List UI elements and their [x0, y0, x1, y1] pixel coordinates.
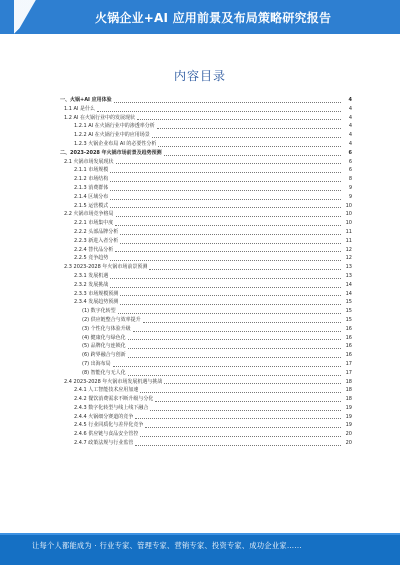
toc-entry[interactable]	[40, 228, 352, 237]
toc-entry-label: 2.4.5 行业同质化与差异化竞争	[74, 422, 144, 429]
toc-entry[interactable]	[40, 202, 352, 211]
toc-dot-leader	[137, 118, 341, 120]
toc-entry-page: 15	[345, 308, 352, 315]
toc-dot-leader	[128, 338, 341, 340]
toc-dot-leader	[152, 136, 341, 138]
toc-dot-leader	[158, 145, 341, 147]
toc-entry-label: 2.3.4 发展趋势预测	[74, 299, 119, 306]
table-of-contents	[40, 96, 352, 448]
toc-entry-page: 16	[345, 343, 352, 350]
toc-entry-page: 13	[345, 264, 352, 271]
toc-entry-page: 12	[345, 255, 352, 262]
toc-heading: 内容目录	[173, 69, 226, 83]
toc-dot-leader	[133, 330, 341, 332]
toc-dot-leader	[120, 242, 341, 244]
header-banner	[0, 0, 400, 34]
toc-entry-page: 14	[345, 281, 352, 288]
toc-entry-page: 4	[348, 140, 352, 147]
toc-entry-label: 2.1.5 运营模式	[74, 202, 109, 209]
toc-entry-label: (5) 品牌化与连锁化	[82, 343, 126, 350]
toc-entry[interactable]	[40, 263, 352, 272]
toc-entry[interactable]	[40, 307, 352, 316]
toc-entry-page: 20	[345, 431, 352, 438]
toc-entry-page: 11	[345, 228, 352, 235]
toc-dot-leader	[115, 224, 341, 226]
toc-entry[interactable]	[40, 131, 352, 140]
toc-entry-label: (1) 数字化转型	[82, 308, 116, 315]
toc-entry-label: 2.2 火锅市场竞争格局	[64, 211, 114, 218]
toc-entry-label: 2.1.4 区域分布	[74, 193, 109, 200]
toc-dot-leader	[115, 250, 341, 252]
toc-dot-leader	[110, 277, 341, 279]
toc-entry-page: 16	[345, 334, 352, 341]
toc-entry-label: 2.2.5 竞争趋势	[74, 255, 109, 262]
toc-entry-label: 1.2.2 AI 在火锅行业中的应用场景	[74, 132, 150, 139]
toc-entry-label: 1.2 AI 在火锅行业中的发展现状	[64, 114, 136, 121]
toc-entry-label: 2.2.3 新进入者分析	[74, 237, 119, 244]
toc-entry-page: 17	[345, 360, 352, 367]
toc-entry-label: 2.1.2 市场结构	[74, 176, 109, 183]
toc-dot-leader	[110, 189, 341, 191]
toc-dot-leader	[164, 154, 341, 156]
toc-entry-page: 4	[348, 123, 352, 130]
toc-dot-leader	[120, 294, 341, 296]
toc-entry[interactable]	[40, 413, 352, 422]
toc-entry-page: 18	[345, 387, 352, 394]
toc-entry-page: 9	[348, 184, 352, 191]
toc-dot-leader	[135, 417, 341, 419]
report-title: 火锅企业+AI 应用前景及布局策略研究报告	[95, 11, 332, 25]
toc-entry[interactable]	[40, 430, 352, 439]
toc-entry[interactable]	[40, 219, 352, 228]
footer-banner	[0, 533, 400, 565]
toc-entry[interactable]	[40, 122, 352, 131]
toc-entry[interactable]	[40, 369, 352, 378]
toc-entry[interactable]	[40, 404, 352, 413]
toc-entry-label: 1.2.3 火锅企业布局 AI 的必要性分析	[74, 140, 157, 147]
toc-entry-page: 18	[345, 378, 352, 385]
toc-dot-leader	[114, 101, 341, 103]
toc-entry[interactable]	[40, 114, 352, 123]
toc-entry[interactable]	[40, 281, 352, 290]
toc-entry-label: 2.2.1 市场集中度	[74, 220, 114, 227]
toc-entry-page: 16	[345, 325, 352, 332]
toc-entry-label: 2.4.4 火锅细分赛道的竞争	[74, 413, 134, 420]
toc-entry-label: 2.3 2023-2028 年火锅市场前景预测	[64, 264, 148, 271]
toc-entry[interactable]	[40, 325, 352, 334]
toc-dot-leader	[120, 303, 341, 305]
toc-entry[interactable]	[40, 246, 352, 255]
toc-entry-label: 2.4.3 数字化转型与线上线下融合	[74, 404, 149, 411]
toc-entry[interactable]	[40, 342, 352, 351]
toc-entry-page: 6	[348, 158, 352, 165]
toc-entry[interactable]	[40, 360, 352, 369]
toc-entry[interactable]	[40, 140, 352, 149]
toc-entry-label: 2.4.1 人工智能技术应用加速	[74, 387, 139, 394]
toc-entry[interactable]	[40, 290, 352, 299]
toc-entry-page: 19	[345, 413, 352, 420]
toc-dot-leader	[118, 312, 341, 314]
toc-entry-page: 9	[348, 193, 352, 200]
toc-entry-label: (4) 健康化与绿色化	[82, 334, 126, 341]
toc-entry-page: 15	[345, 316, 352, 323]
toc-dot-leader	[150, 409, 341, 411]
toc-entry-page: 10	[345, 202, 352, 209]
toc-dot-leader	[110, 286, 341, 288]
toc-entry[interactable]	[40, 439, 352, 448]
toc-entry-page: 4	[348, 132, 352, 139]
toc-entry-label: 2.3.2 发展挑战	[74, 281, 109, 288]
toc-dot-leader	[110, 259, 341, 261]
toc-dot-leader	[149, 268, 341, 270]
toc-entry[interactable]	[40, 386, 352, 395]
toc-entry[interactable]	[40, 378, 352, 387]
toc-dot-leader	[157, 127, 341, 129]
toc-entry-page: 19	[345, 422, 352, 429]
toc-entry[interactable]	[40, 193, 352, 202]
toc-entry[interactable]	[40, 166, 352, 175]
toc-entry[interactable]	[40, 351, 352, 360]
toc-entry-label: (7) 出海布局	[82, 360, 111, 367]
toc-entry-label: 2.2.4 替代品分析	[74, 246, 114, 253]
toc-dot-leader	[164, 382, 341, 384]
toc-entry-page: 18	[345, 396, 352, 403]
toc-entry[interactable]	[40, 96, 352, 105]
toc-entry[interactable]	[40, 105, 352, 114]
toc-dot-leader	[128, 356, 341, 358]
toc-entry-label: 2.4.6 供应链与食品安全管控	[74, 431, 139, 438]
toc-dot-leader	[120, 233, 341, 235]
toc-dot-leader	[113, 365, 341, 367]
toc-entry-page: 6	[348, 149, 352, 156]
toc-entry-page: 14	[345, 290, 352, 297]
toc-dot-leader	[155, 400, 341, 402]
toc-dot-leader	[97, 110, 341, 112]
toc-dot-leader	[116, 215, 341, 217]
toc-entry-page: 17	[345, 369, 352, 376]
toc-entry-label: (2) 供应链整合与效率提升	[82, 316, 141, 323]
toc-entry-label: 2.1.3 消费群体	[74, 184, 109, 191]
toc-entry-label: 2.3.3 市场规模预测	[74, 290, 119, 297]
toc-dot-leader	[110, 180, 341, 182]
toc-entry[interactable]	[40, 175, 352, 184]
toc-entry-page: 19	[345, 404, 352, 411]
toc-entry-page: 4	[348, 105, 352, 112]
toc-entry-page: 20	[345, 440, 352, 447]
toc-entry-page: 4	[348, 114, 352, 121]
toc-entry-page: 16	[345, 352, 352, 359]
toc-entry-label: (6) 跨界融合与创新	[82, 352, 126, 359]
toc-entry-page: 12	[345, 246, 352, 253]
toc-dot-leader	[128, 347, 341, 349]
toc-entry-label: 2.4.2 餐饮消费需求不断升级与分化	[74, 396, 154, 403]
toc-entry-label: 1.2.1 AI 在火锅行业中的渗透率分析	[74, 123, 155, 130]
toc-entry[interactable]	[40, 334, 352, 343]
toc-entry-label: 1.1 AI 是什么	[64, 105, 96, 112]
toc-dot-leader	[110, 206, 341, 208]
toc-entry[interactable]	[40, 184, 352, 193]
toc-entry-label: 2.3.1 发展机遇	[74, 272, 109, 279]
toc-entry-label: 一、火锅+AI 应用体验	[60, 97, 112, 103]
toc-entry-page: 8	[348, 176, 352, 183]
toc-entry[interactable]	[40, 272, 352, 281]
toc-dot-leader	[135, 444, 341, 446]
footer-separator	[0, 533, 400, 535]
toc-entry[interactable]	[40, 237, 352, 246]
toc-dot-leader	[145, 426, 341, 428]
toc-entry-label: 2.2.2 头部品牌分析	[74, 228, 119, 235]
toc-entry-page: 10	[345, 211, 352, 218]
toc-entry[interactable]	[40, 149, 352, 158]
toc-entry[interactable]	[40, 158, 352, 167]
toc-entry-label: (3) 个性化与体验升级	[82, 325, 131, 332]
toc-entry[interactable]	[40, 254, 352, 263]
toc-entry-label: 2.1 火锅市场发展现状	[64, 158, 114, 165]
toc-entry-page: 10	[345, 220, 352, 227]
toc-entry-label: 2.1.1 市场规模	[74, 167, 109, 174]
toc-entry-label: 2.4 2023-2028 年火锅市场发展机遇与挑战	[64, 378, 163, 385]
toc-entry-label: 2.4.7 政策法规与行业监管	[74, 440, 134, 447]
toc-entry[interactable]	[40, 395, 352, 404]
toc-entry-page: 6	[348, 167, 352, 174]
toc-entry[interactable]	[40, 298, 352, 307]
toc-entry[interactable]	[40, 421, 352, 430]
toc-dot-leader	[140, 435, 341, 437]
toc-entry-page: 13	[345, 272, 352, 279]
toc-entry-label: (8) 智能化与无人化	[82, 369, 126, 376]
toc-dot-leader	[143, 321, 341, 323]
toc-entry-page: 4	[348, 97, 352, 103]
toc-dot-leader	[110, 198, 341, 200]
toc-entry[interactable]	[40, 210, 352, 219]
toc-entry-page: 11	[345, 237, 352, 244]
toc-entry-page: 15	[345, 299, 352, 306]
toc-dot-leader	[140, 391, 341, 393]
toc-dot-leader	[116, 162, 341, 164]
footer-slogan: 让每个人都能成为 · 行业专家、管理专家、营销专家、投资专家、成功企业家……	[32, 541, 302, 550]
toc-entry-label: 二、2023-2028 年火锅市场前景及趋势预测	[60, 149, 162, 156]
toc-dot-leader	[128, 374, 341, 376]
toc-dot-leader	[110, 171, 341, 173]
toc-entry[interactable]	[40, 316, 352, 325]
